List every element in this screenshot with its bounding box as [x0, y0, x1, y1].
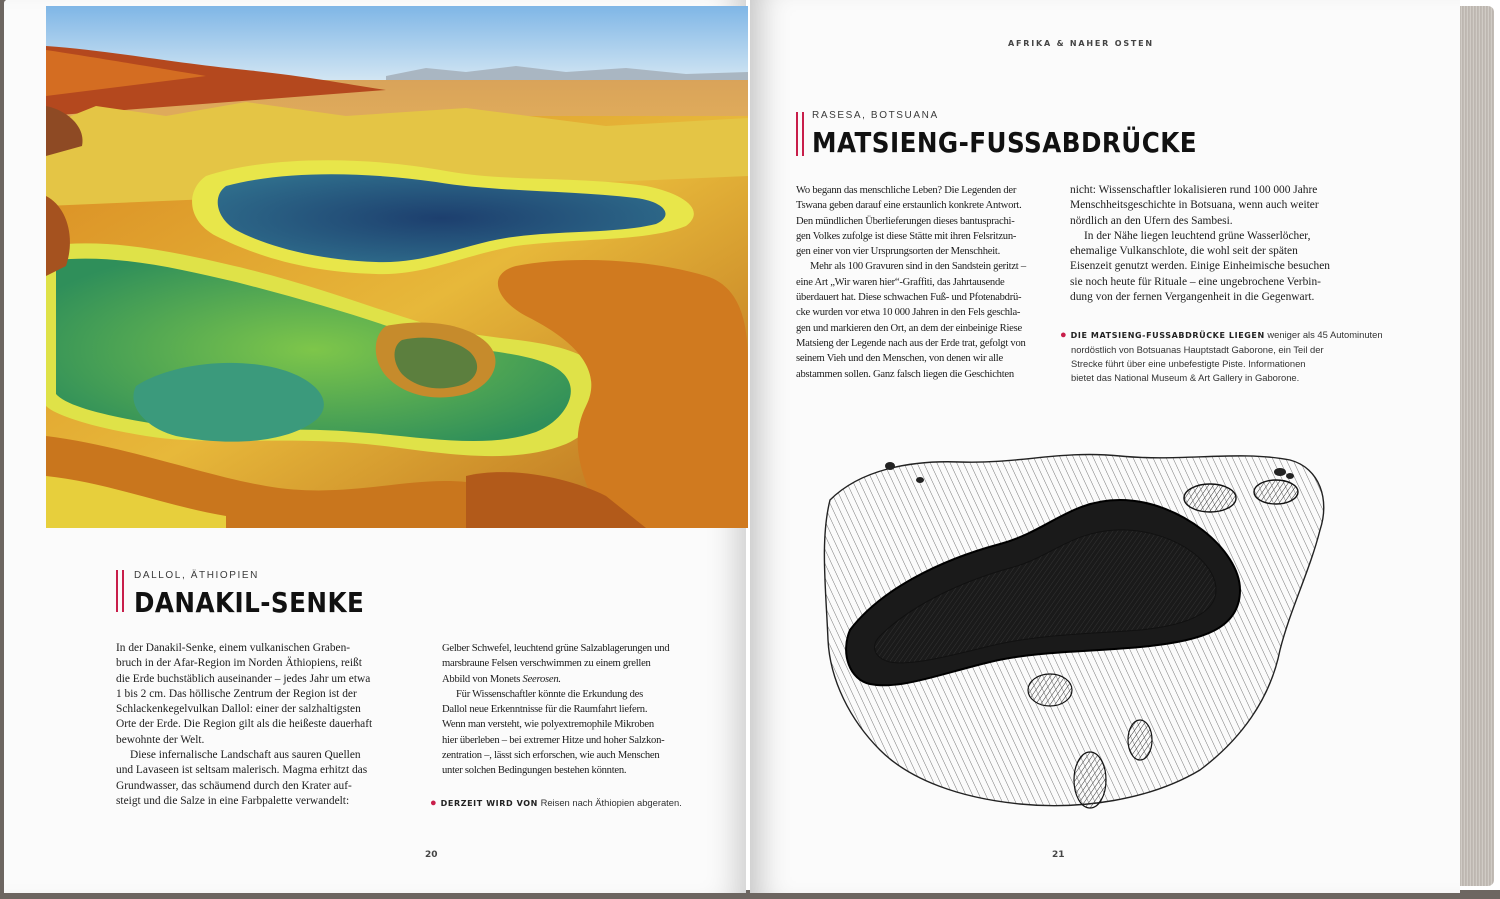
text-line: cke wurden vor etwa 10 000 Jahren in den Fels geschla-: [796, 307, 1021, 319]
text-line: In der Nähe liegen leuchtend grüne Wasserlöcher,: [1084, 229, 1311, 242]
note-line: nordöstlich von Botsuanas Hauptstadt Gaborone, ein Teil der: [1071, 344, 1324, 355]
bullet-icon: ●: [430, 797, 437, 809]
artwork-title: Seerosen.: [522, 673, 561, 685]
text-line: marsbraune Felsen verschwimmen zu einem grellen: [442, 658, 651, 670]
text-line: nördlich an den Ufern des Sambesi.: [1070, 214, 1233, 227]
note-text: weniger als 45 Autominuten: [1267, 329, 1383, 340]
text-line: abstammen sollen. Ganz falsch liegen die Geschichten: [796, 368, 1014, 380]
text-line: und Lavaseen ist seltsam malerisch. Magma erhitzt das: [116, 764, 368, 777]
text-line: Gelber Schwefel, leuchtend grüne Salzablagerungen und: [442, 643, 670, 654]
text-line: bewohnte der Welt.: [116, 733, 205, 746]
text-line: dung von der fernen Vergangenheit in die Gegenwart.: [1070, 291, 1315, 304]
text-line: Mehr als 100 Gravuren sind in den Sandstein geritzt –: [810, 261, 1026, 273]
right-column-1: [796, 183, 1066, 382]
footprint-engraving-illustration: [820, 440, 1340, 820]
running-head: AFRIKA & NAHER OSTEN: [1008, 39, 1154, 48]
text-line: Eisenzeit genutzt werden. Einige Einheimische besuchen: [1070, 260, 1330, 273]
note-text: Reisen nach Äthiopien abgeraten.: [540, 797, 682, 808]
text-line: steigt und die Salze in eine Farbpalette verwandelt:: [116, 794, 350, 807]
text-line: gen einer von vier Ursprungsorten der Menschheit.: [796, 246, 1000, 258]
text-line: gen Volkes zufolge ist diese Stätte mit ihren Felsritzun-: [796, 230, 1017, 242]
text-line: bruch in der Afar-Region im Norden Äthiopiens, reißt: [116, 657, 362, 670]
accent-rule-left: [116, 570, 118, 612]
text-line: Orte der Erde. Die Region gilt als die heißeste dauerhaft: [116, 718, 373, 731]
left-column-2: [442, 641, 712, 779]
page-number-left: 20: [425, 850, 438, 860]
page-fore-edge: [1460, 6, 1494, 886]
text-line: Dallol neue Erkenntnisse für die Raumfahrt liefern.: [442, 704, 648, 716]
text-line: Menschheitsgeschichte in Botsuana, wenn auch weiter: [1070, 199, 1319, 212]
right-travel-note: [1060, 328, 1390, 385]
text-line: Grundwasser, das schäumend durch den Krater auf-: [116, 779, 352, 792]
left-column-1: [116, 641, 416, 809]
page-number-right: 21: [1052, 850, 1065, 860]
note-line: bietet das National Museum & Art Gallery in Gaborone.: [1071, 372, 1300, 383]
text-line: [442, 672, 712, 687]
right-kicker: RASESA, BOTSUANA: [812, 110, 939, 121]
text-line: In der Danakil-Senke, einem vulkanischen Graben-: [116, 642, 351, 654]
text-line: eine Art „Wir waren hier“-Graffiti, das Jahrtausende: [796, 276, 1005, 288]
right-column-2: [1070, 183, 1370, 305]
text-line: hier überleben – bei extremer Hitze und hoher Salzkon-: [442, 734, 665, 746]
text-line: überdauert hat. Diese schwachen Fuß- und Pfotenabdrü-: [796, 292, 1022, 304]
accent-rule-right: [796, 112, 798, 156]
text-line: 1 bis 2 cm. Das höllische Zentrum der Region ist der: [116, 687, 357, 700]
note-label: DIE MATSIENG-FUSSABDRÜCKE LIEGEN: [1070, 331, 1265, 340]
left-title: DANAKIL-SENKE: [134, 586, 365, 619]
note-line: [1060, 328, 1390, 343]
note-label: DERZEIT WIRD VON: [440, 799, 538, 808]
left-travel-note: [430, 796, 720, 811]
text-line: Für Wissenschaftler könnte die Erkundung des: [456, 688, 643, 700]
text-line: Diese infernalische Landschaft aus sauren Quellen: [130, 749, 361, 762]
bullet-icon: ●: [1060, 329, 1067, 341]
text-line: Tswana geben darauf eine erstaunlich konkrete Antwort.: [796, 200, 1022, 212]
text-line: Matsieng der Legende nach aus der Erde trat, gefolgt von: [796, 337, 1026, 349]
text-line: Den mündlichen Überlieferungen dieses bantusprachi-: [796, 215, 1015, 227]
note-line: Strecke führt über eine unbefestigte Piste. Informationen: [1071, 358, 1306, 369]
dallol-photo: [46, 6, 748, 528]
right-title: MATSIENG-FUSSABDRÜCKE: [812, 126, 1198, 159]
text-line: nicht: Wissenschaftler lokalisieren rund 100 000 Jahre: [1070, 184, 1318, 196]
text-line: unter solchen Bedingungen bestehen könnten.: [442, 765, 627, 777]
text-line: Wo begann das menschliche Leben? Die Legenden der: [796, 185, 1017, 196]
accent-rule-left-2: [122, 570, 124, 612]
text-line: ehemalige Vulkanschlote, die wohl seit der späten: [1070, 245, 1298, 258]
text-span: Abbild von Monets: [442, 673, 523, 685]
left-kicker: DALLOL, ÄTHIOPIEN: [134, 570, 260, 581]
text-line: die Erde buchstäblich auseinander – jedes Jahr um etwa: [116, 672, 371, 685]
text-line: zentration –, lässt sich erforschen, wie auch Menschen: [442, 750, 660, 762]
text-line: Wenn man versteht, wie polyextremophile Mikroben: [442, 719, 654, 731]
text-line: seinem Vieh und den Menschen, von denen wir alle: [796, 353, 1003, 365]
text-line: Schlackenkegelvulkan Dallol: einer der salzhaltigsten: [116, 703, 361, 716]
text-line: sie noch heute für Rituale – eine ungebrochene Verbin-: [1070, 275, 1321, 288]
text-line: gen und markieren den Ort, an dem der einbeinige Riese: [796, 322, 1022, 334]
accent-rule-right-2: [802, 112, 804, 156]
